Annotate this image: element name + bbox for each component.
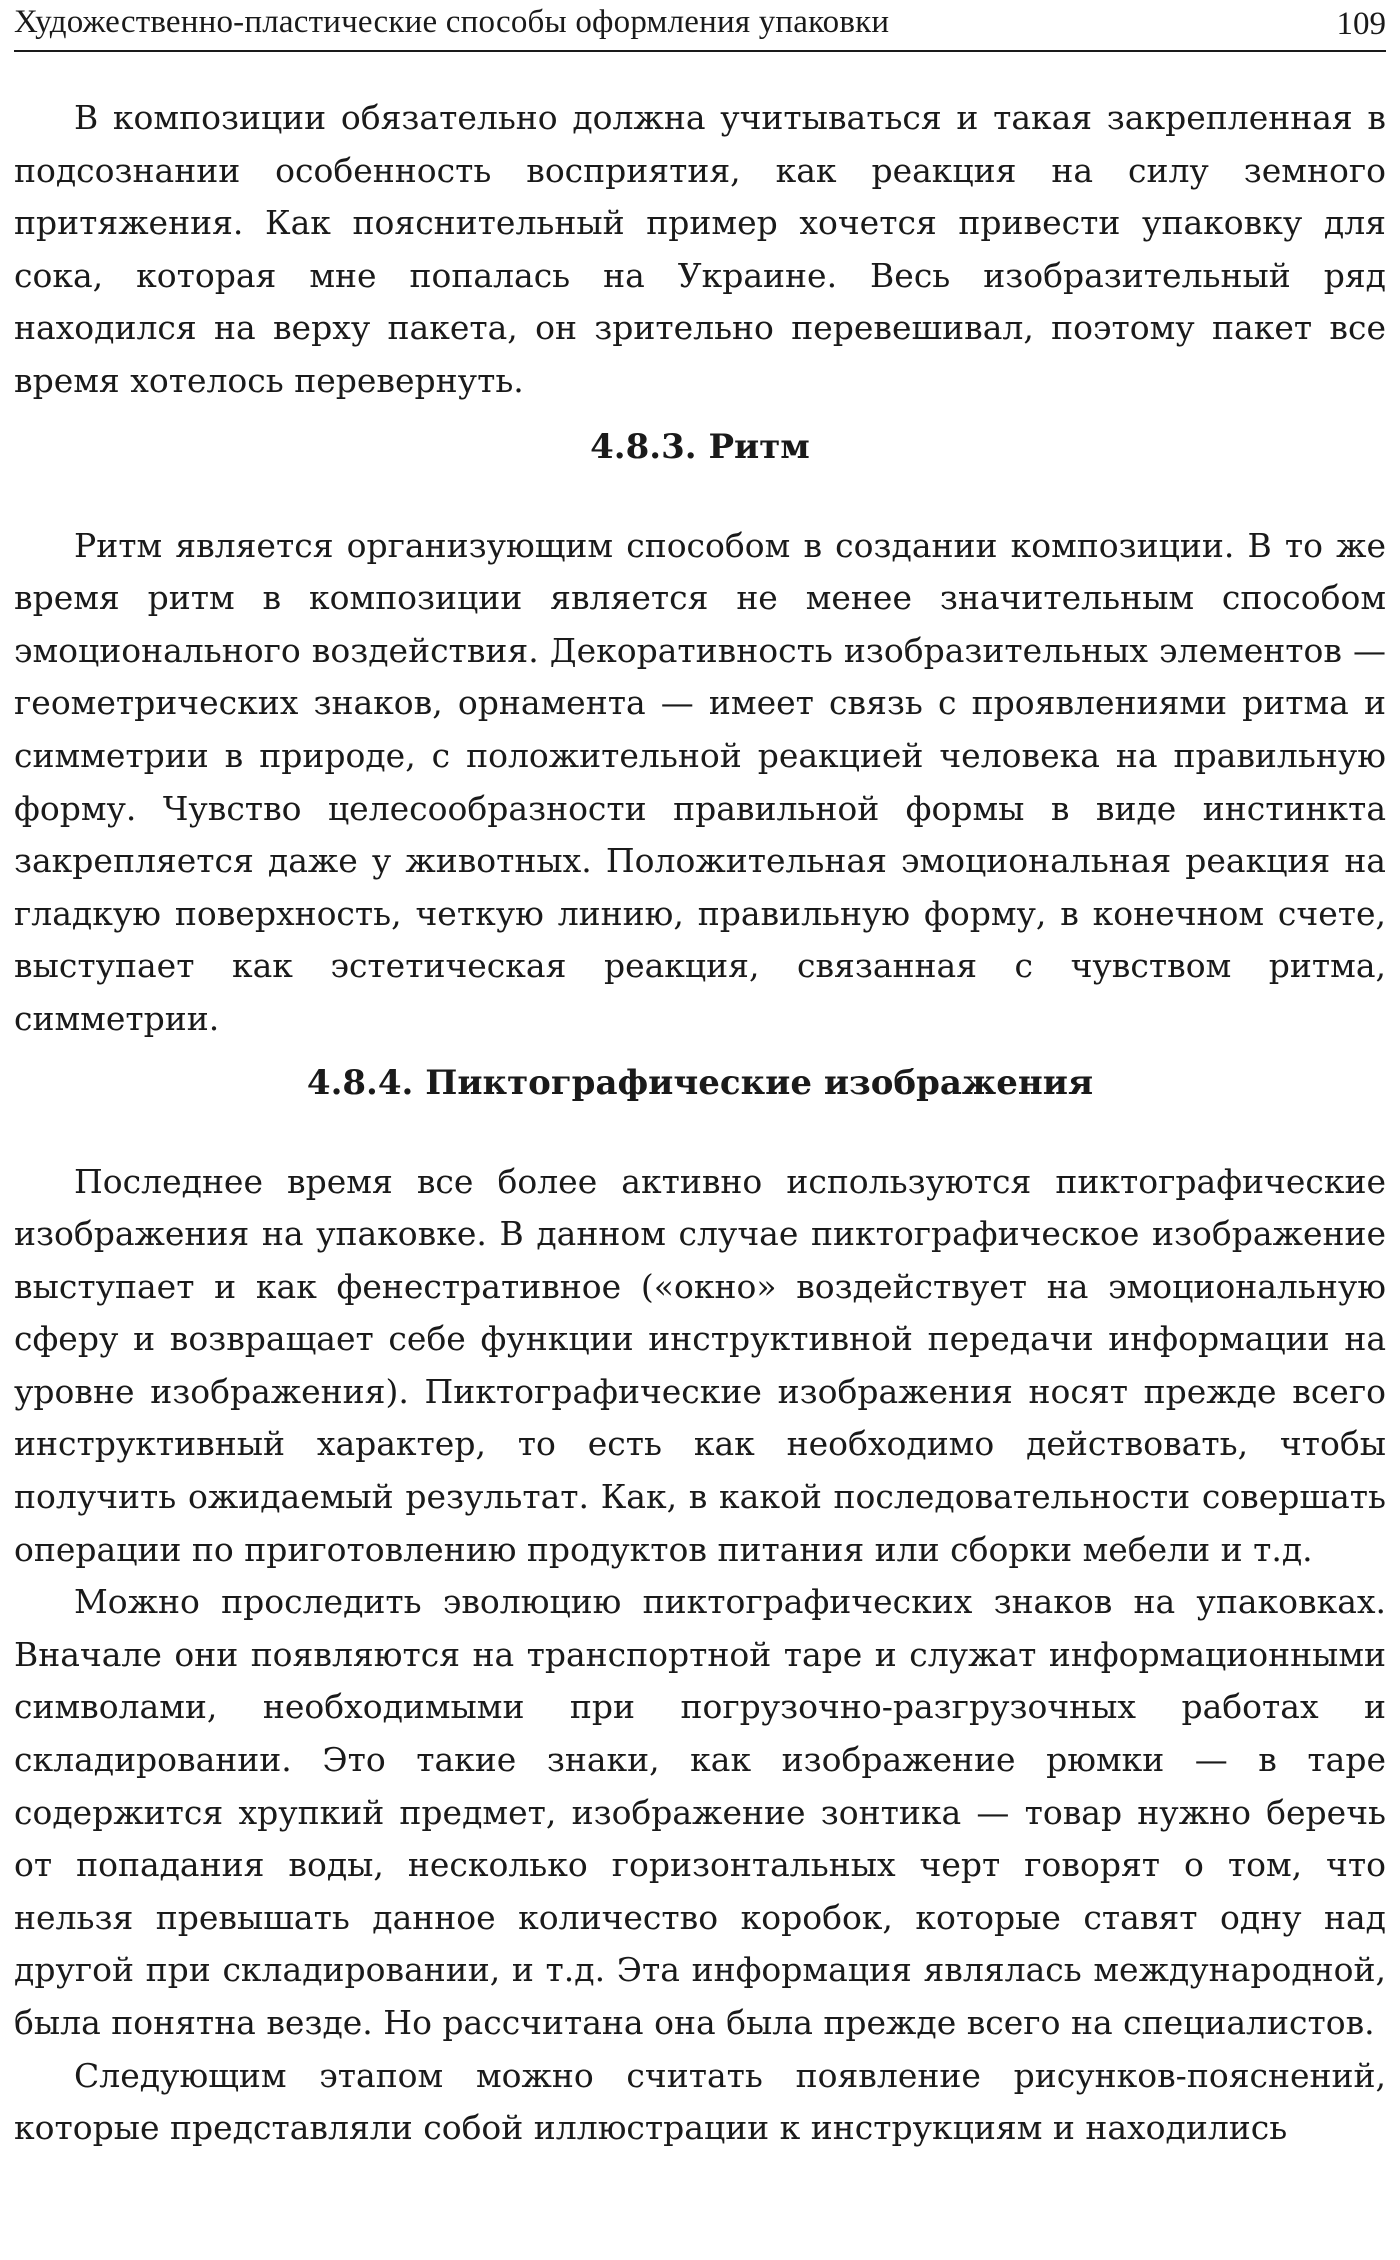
section-heading-pictographic: 4.8.4. Пиктографические изображения [306, 1062, 1094, 1103]
paragraph: В композиции обязательно должна учитываться и такая закрепленная в подсознании особенность восприятия, как реакция на силу земного притяжения. Как пояснительный пример хочется привести упаковку для сока, которая мне попалась на Украине. Весь изобразительный ряд находился на верху пакета, он зрительно перевешивал, поэтому пакет все время хотелось перевернуть. [14, 98, 1386, 400]
book-page [14, 0, 1386, 2260]
running-title: Художественно-пластические способы оформления упаковки [14, 4, 890, 40]
paragraph: Можно проследить эволюцию пиктографических знаков на упаковках. Вначале они появляются на транспортной таре и служат информационными символами, необходимыми при погрузочно-разгрузочных работах и складировании. Это такие знаки, как изображение рюмки — в таре содержится хрупкий предмет, изображение зонтика — товар нужно беречь от попадания воды, несколько горизонтальных черт говорят о том, что нельзя превышать данное количество коробок, которые ставят одну над другой при складировании, и т.д. Эта информация являлась международной, была понятна везде. Но рассчитана она была прежде всего на специалистов. [14, 1582, 1386, 2042]
paragraph: Следующим этапом можно считать появление рисунков-пояснений, которые представляли собой иллюстрации к инструкциям и находились [14, 2055, 1386, 2148]
running-header [14, 0, 1386, 52]
section-heading-rhythm: 4.8.3. Ритм [590, 426, 810, 467]
paragraph: Последнее время все более активно используются пиктографические изображения на упаковке. В данном случае пиктографическое изображение выступает и как фенестративное («окно» воздействует на эмоциональную сферу и возвращает себе функции инструктивной передачи информации на уровне изображения). Пиктографические изображения носят прежде всего инструктивный характер, то есть как необходимо действовать, чтобы получить ожидаемый результат. Как, в какой последовательности совершать операции по приготовлению продуктов питания или сборки мебели и т.д. [14, 1161, 1386, 1569]
paragraph: Ритм является организующим способом в создании композиции. В то же время ритм в композиции является не менее значительным способом эмоционального воздействия. Декоративность изобразительных элементов — геометрических знаков, орнамента — имеет связь с проявлениями ритма и симметрии в природе, с положительной реакцией человека на правильную форму. Чувство целесообразности правильной формы в виде инстинкта закрепляется даже у животных. Положительная эмоциональная реакция на гладкую поверхность, четкую линию, правильную форму, в конечном счете, выступает как эстетическая реакция, связанная с чувством ритма, симметрии. [14, 525, 1386, 1038]
body-text [14, 92, 1386, 2155]
page-number: 109 [1336, 6, 1386, 42]
